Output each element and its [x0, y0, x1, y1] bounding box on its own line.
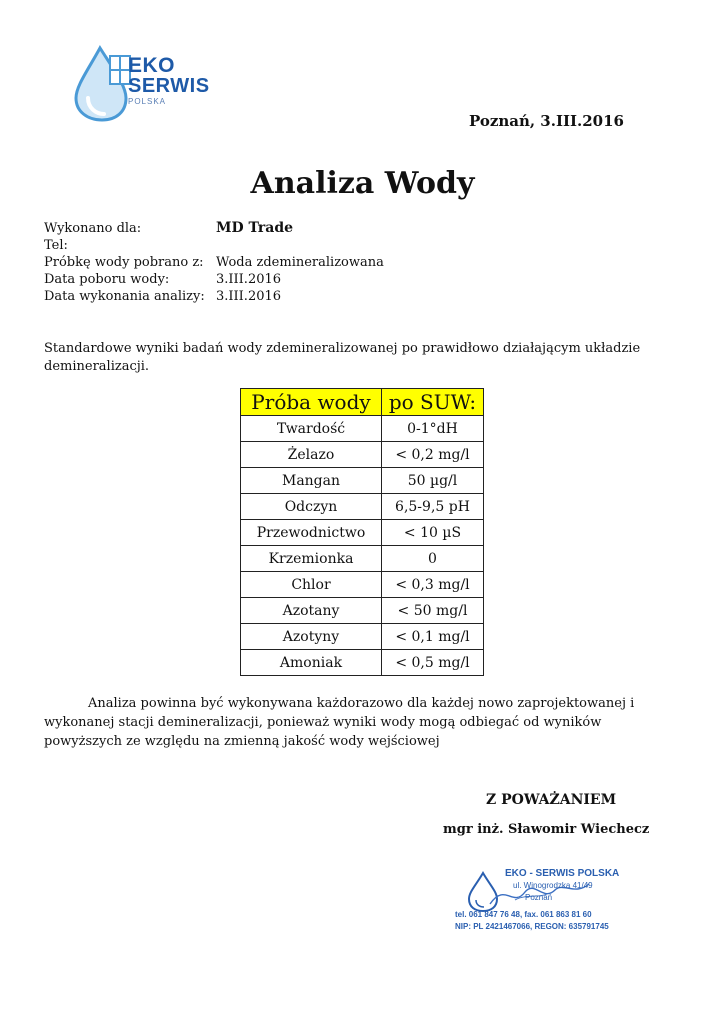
param-name: Azotany	[241, 598, 382, 624]
regards-text: Z POWAŻANIEM	[486, 792, 617, 808]
table-header-row	[241, 389, 484, 416]
document-date: Poznań, 3.III.2016	[468, 112, 624, 130]
param-value: < 50 mg/l	[382, 598, 484, 624]
table-row	[241, 598, 484, 624]
table-header-result: po SUW:	[382, 389, 484, 416]
table-row	[241, 520, 484, 546]
param-name: Przewodnictwo	[241, 520, 382, 546]
param-value: < 0,3 mg/l	[382, 572, 484, 598]
param-value: 0-1°dH	[382, 416, 484, 442]
param-value: < 0,1 mg/l	[382, 624, 484, 650]
param-name: Twardość	[241, 416, 382, 442]
logo-line-2: SERWIS	[128, 75, 210, 97]
param-value: < 10 µS	[382, 520, 484, 546]
param-name: Chlor	[241, 572, 382, 598]
info-value: MD Trade	[216, 220, 294, 236]
table-header-sample: Próba wody	[241, 389, 382, 416]
results-table	[240, 388, 484, 676]
info-row-client	[44, 220, 384, 237]
info-block	[44, 220, 384, 305]
closing-paragraph: Analiza powinna być wykonywana każdorazowo dla każdej nowo zaprojektowanej i wykonanej stacji demineralizacji, ponieważ wyniki wody mogą odbiegać od wyników powyższych ze względu na zmienną jakość wody wejściowej	[44, 696, 635, 749]
logo-line-3: POLSKA	[128, 97, 167, 106]
company-logo	[70, 40, 230, 124]
param-name: Azotyny	[241, 624, 382, 650]
param-value: 6,5-9,5 pH	[382, 494, 484, 520]
info-label: Data wykonania analizy:	[44, 289, 205, 304]
table-row	[241, 546, 484, 572]
info-value: Woda zdemineralizowana	[216, 255, 384, 270]
param-name: Amoniak	[241, 650, 382, 676]
info-row-sample-source	[44, 254, 384, 271]
param-value: < 0,2 mg/l	[382, 442, 484, 468]
param-name: Mangan	[241, 468, 382, 494]
info-row-phone	[44, 237, 384, 254]
table-row	[241, 650, 484, 676]
intro-paragraph: Standardowe wyniki badań wody zdemineralizowanej po prawidłowo działającym układzie demineralizacji.	[44, 341, 641, 374]
info-label: Wykonano dla:	[44, 221, 142, 236]
param-value: 0	[382, 546, 484, 572]
info-value: 3.III.2016	[216, 289, 282, 304]
info-label: Próbkę wody pobrano z:	[44, 255, 204, 270]
table-row	[241, 442, 484, 468]
info-label: Tel:	[44, 238, 68, 253]
param-name: Krzemionka	[241, 546, 382, 572]
table-row	[241, 572, 484, 598]
table-row	[241, 416, 484, 442]
info-row-sample-date	[44, 271, 384, 288]
table-row	[241, 468, 484, 494]
stamp-phone: tel. 061 847 76 48, fax. 061 863 81 60	[455, 910, 592, 919]
param-value: < 0,5 mg/l	[382, 650, 484, 676]
param-value: 50 µg/l	[382, 468, 484, 494]
stamp-city: Poznań	[525, 893, 553, 902]
document-title: Analiza Wody	[250, 166, 475, 201]
signer-name: mgr inż. Sławomir Wiechecz	[443, 822, 650, 837]
table-row	[241, 624, 484, 650]
logo-line-1: EKO	[128, 54, 176, 77]
company-stamp	[455, 862, 635, 940]
logo-wordmark	[128, 56, 210, 106]
info-row-analysis-date	[44, 288, 384, 305]
stamp-street: ul. Winogrodzka 41/49	[513, 881, 593, 890]
table-row	[241, 494, 484, 520]
param-name: Odczyn	[241, 494, 382, 520]
stamp-company-name: EKO - SERWIS POLSKA	[505, 868, 620, 879]
stamp-ids: NIP: PL 2421467066, REGON: 635791745	[455, 922, 609, 931]
info-value: 3.III.2016	[216, 272, 282, 287]
info-label: Data poboru wody:	[44, 272, 170, 287]
param-name: Żelazo	[241, 442, 382, 468]
